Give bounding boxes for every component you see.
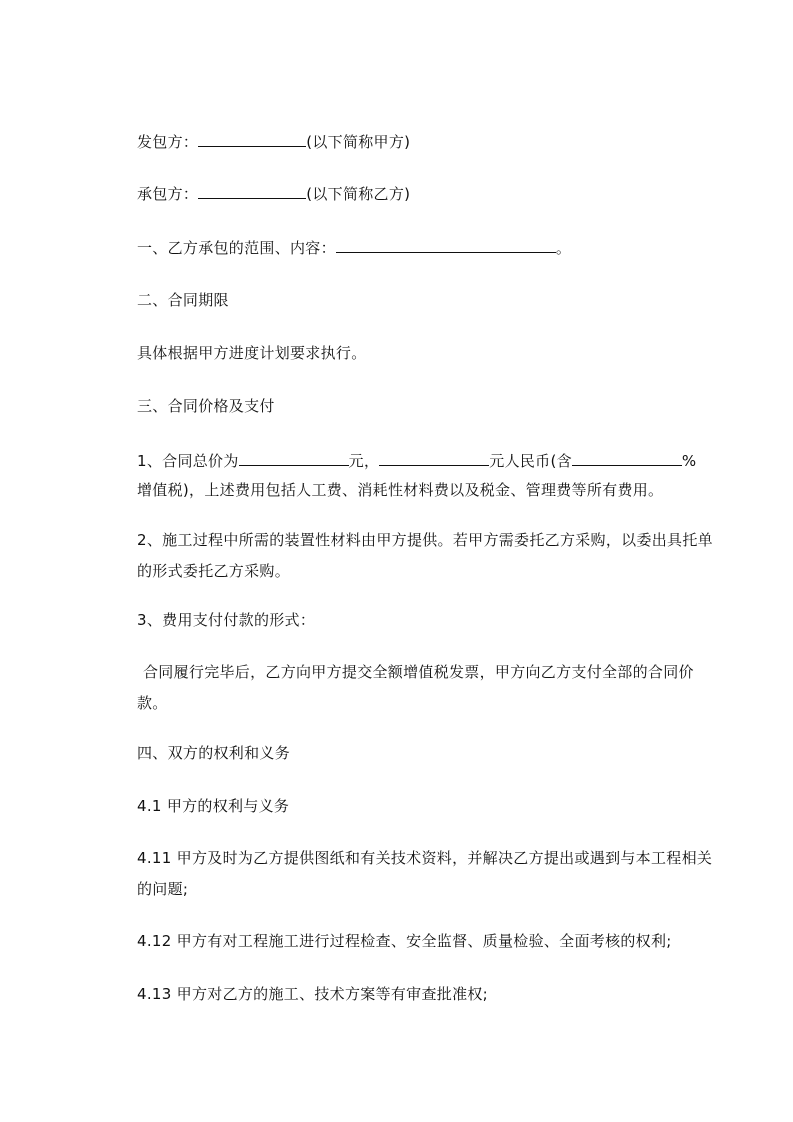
section1-prefix: 一、乙方承包的范围、内容： xyxy=(137,239,336,257)
section3-heading: 三、合同价格及支付 xyxy=(137,397,275,415)
item1-seg4: % xyxy=(681,452,697,470)
section4-sub1: 4.1 甲方的权利与义务 xyxy=(137,797,290,815)
item1-seg1: 1、合同总价为 xyxy=(137,452,239,470)
item1-seg2: 元， xyxy=(348,452,380,470)
clause-4-11: 4.11 甲方及时为乙方提供图纸和有关技术资料，并解决乙方提出或遇到与本工程相关的问题; xyxy=(137,849,713,898)
section2-heading: 二、合同期限 xyxy=(137,291,229,309)
item3: 3、费用支付付款的形式： xyxy=(137,611,316,629)
party-b-blank[interactable] xyxy=(198,184,306,199)
clause-4-13: 4.13 甲方对乙方的施工、技术方案等有审查批准权; xyxy=(137,985,489,1003)
party-b-label: 承包方： xyxy=(137,185,199,203)
party-a-line xyxy=(137,132,410,151)
party-a-label: 发包方： xyxy=(137,133,199,151)
section2-body: 具体根据甲方进度计划要求执行。 xyxy=(137,344,367,362)
item1-seg3: 元人民币(含 xyxy=(489,452,572,470)
party-a-blank[interactable] xyxy=(198,132,306,147)
item1-line1 xyxy=(137,451,696,470)
vat-rate-blank[interactable] xyxy=(572,451,682,466)
clause-4-12: 4.12 甲方有对工程施工进行过程检查、安全监督、质量检验、全面考核的权利; xyxy=(137,932,672,950)
party-b-line xyxy=(137,184,410,203)
party-b-suffix: (以下简称乙方) xyxy=(306,185,411,203)
section4-heading: 四、双方的权利和义务 xyxy=(137,744,291,762)
item2: 2、施工过程中所需的装置性材料由甲方提供。若甲方需委托乙方采购，以委出具托单的形式委托乙方采购。 xyxy=(137,531,713,580)
section1-suffix: 。 xyxy=(555,239,572,257)
rmb-amount-blank[interactable] xyxy=(379,451,489,466)
party-a-suffix: (以下简称甲方) xyxy=(306,133,411,151)
total-price-blank[interactable] xyxy=(239,451,349,466)
item1-line2: 增值税)，上述费用包括人工费、消耗性材料费以及税金、管理费等所有费用。 xyxy=(137,481,664,499)
item3-body: 合同履行完毕后，乙方向甲方提交全额增值税发票，甲方向乙方支付全部的合同价款。 xyxy=(137,663,694,712)
scope-blank[interactable] xyxy=(336,238,556,253)
section1-line xyxy=(137,238,571,257)
